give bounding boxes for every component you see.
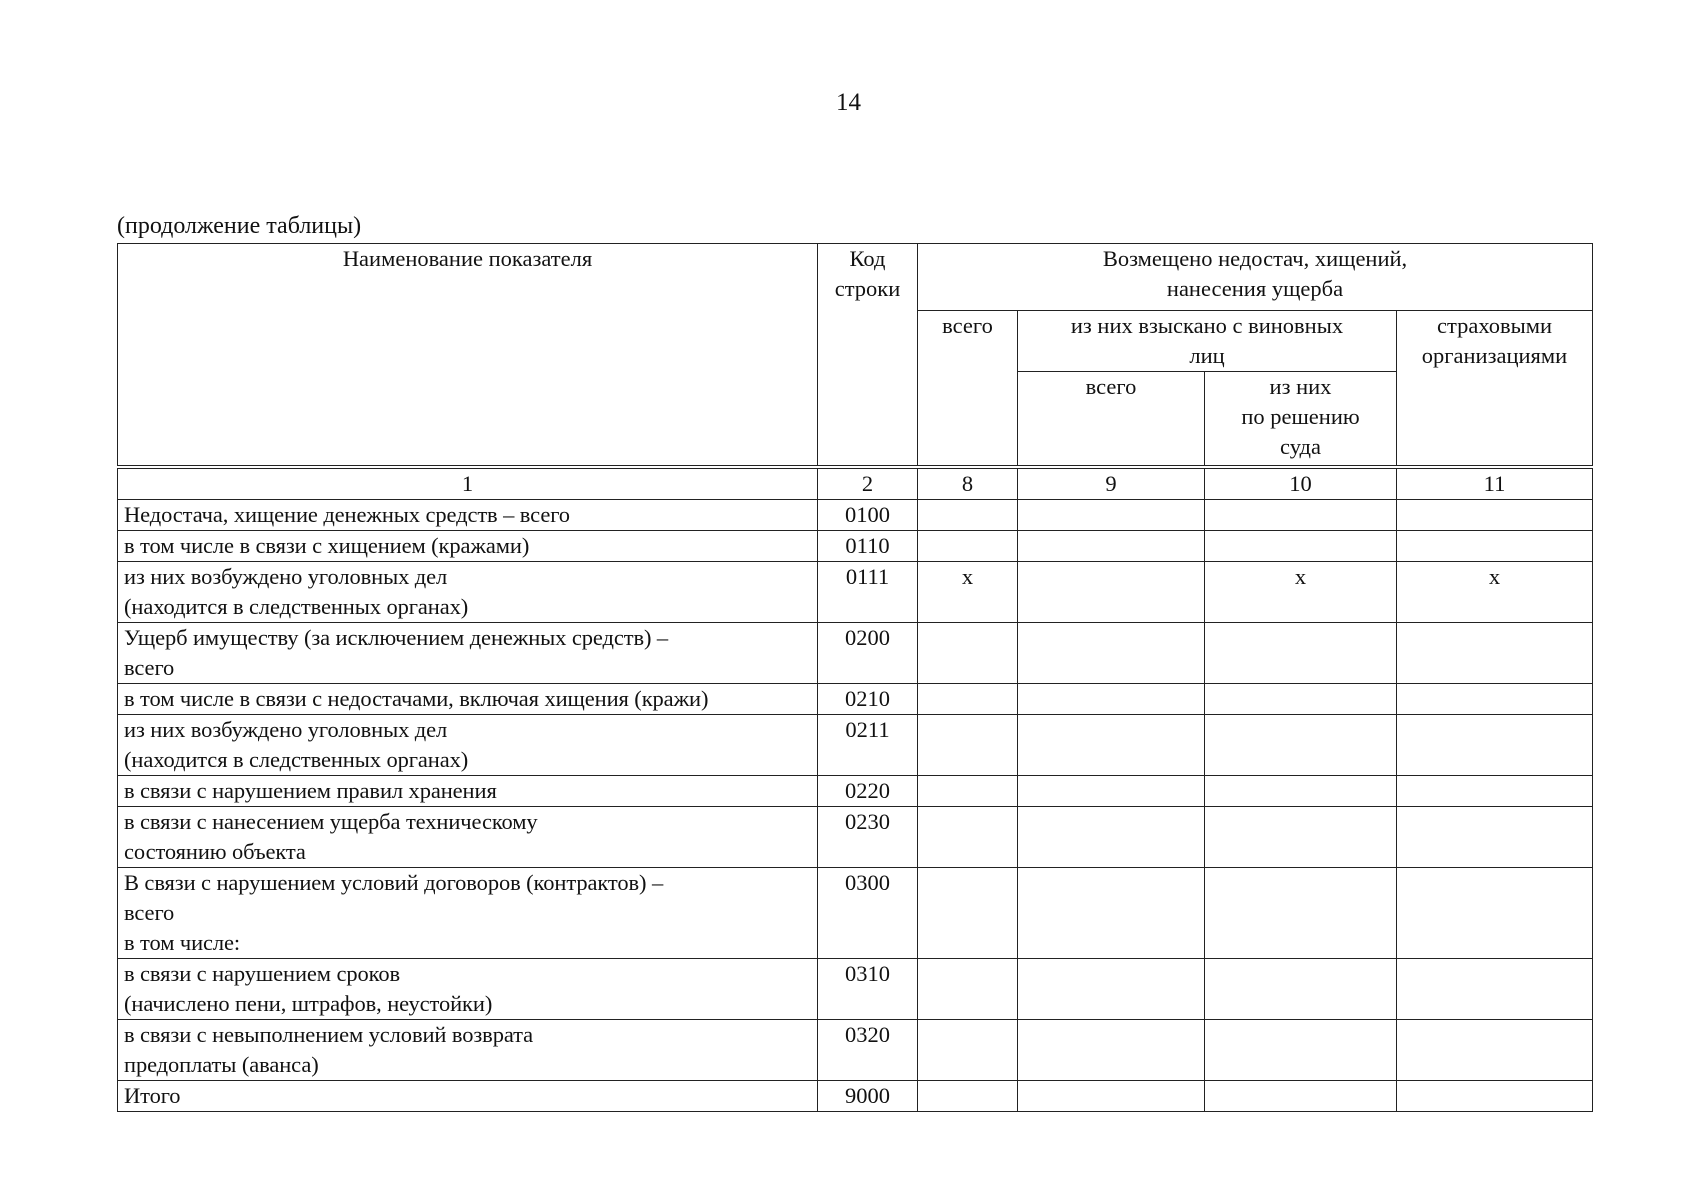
row-code: 0111 [818,562,918,623]
cell-col-11 [1397,1020,1593,1081]
cell-col-9 [1018,868,1205,959]
table-row [118,531,1593,562]
table-row [118,1020,1593,1081]
cell-col-10 [1205,959,1397,1020]
cell-col-10 [1205,868,1397,959]
cell-col-11 [1397,715,1593,776]
cell-col-8 [918,715,1018,776]
cell-col-8 [918,531,1018,562]
cell-col-10 [1205,684,1397,715]
cell-col-10 [1205,531,1397,562]
cell-col-10: x [1205,562,1397,623]
table-row [118,1081,1593,1112]
cell-col-9 [1018,807,1205,868]
continuation-label: (продолжение таблицы) [117,213,362,239]
cell-col-8 [918,807,1018,868]
cell-col-11 [1397,868,1593,959]
cell-col-11 [1397,1081,1593,1112]
indicator-name: в связи с нарушением сроков (начислено пени, штрафов, неустойки) [118,959,818,1020]
cell-col-11 [1397,959,1593,1020]
column-number: 10 [1205,467,1397,500]
cell-col-9 [1018,1020,1205,1081]
row-code: 0220 [818,776,918,807]
header-indicator-name: Наименование показателя [118,244,818,468]
cell-col-9 [1018,623,1205,684]
cell-col-9 [1018,776,1205,807]
cell-col-10 [1205,1020,1397,1081]
cell-col-9 [1018,500,1205,531]
cell-col-8 [918,1081,1018,1112]
indicator-name: из них возбуждено уголовных дел (находится в следственных органах) [118,562,818,623]
indicator-name: в связи с нарушением правил хранения [118,776,818,807]
row-code: 0230 [818,807,918,868]
cell-col-10 [1205,807,1397,868]
cell-col-10 [1205,500,1397,531]
table-row [118,684,1593,715]
cell-col-9 [1018,562,1205,623]
cell-col-8 [918,684,1018,715]
row-code: 0100 [818,500,918,531]
cell-col-8 [918,1020,1018,1081]
column-number: 2 [818,467,918,500]
row-code: 9000 [818,1081,918,1112]
cell-col-8 [918,776,1018,807]
row-code: 0300 [818,868,918,959]
column-number: 1 [118,467,818,500]
header-from-guilty-total: всего [1018,372,1205,468]
header-by-court: из них по решению суда [1205,372,1397,468]
cell-col-11 [1397,776,1593,807]
cell-col-10 [1205,1081,1397,1112]
cell-col-11 [1397,531,1593,562]
cell-col-11 [1397,684,1593,715]
indicator-name: В связи с нарушением условий договоров (контрактов) – всего в том числе: [118,868,818,959]
header-insurance: страховыми организациями [1397,311,1593,468]
indicator-name: из них возбуждено уголовных дел (находится в следственных органах) [118,715,818,776]
row-code: 0310 [818,959,918,1020]
cell-col-8 [918,868,1018,959]
cell-col-8 [918,500,1018,531]
header-compensated: Возмещено недостач, хищений, нанесения ущерба [918,244,1593,311]
report-table [117,243,1593,1112]
row-code: 0210 [818,684,918,715]
table-row [118,959,1593,1020]
table-row [118,715,1593,776]
cell-col-10 [1205,623,1397,684]
table-row [118,500,1593,531]
cell-col-8: x [918,562,1018,623]
indicator-name: Ущерб имуществу (за исключением денежных средств) – всего [118,623,818,684]
indicator-name: в том числе в связи с хищением (кражами) [118,531,818,562]
page-number: 14 [836,89,861,116]
cell-col-9 [1018,959,1205,1020]
table-row [118,776,1593,807]
indicator-name: в связи с нанесением ущерба техническому состоянию объекта [118,807,818,868]
column-number: 8 [918,467,1018,500]
header-from-guilty: из них взыскано с виновных лиц [1018,311,1397,372]
column-number: 11 [1397,467,1593,500]
cell-col-9 [1018,531,1205,562]
indicator-name: в связи с невыполнением условий возврата предоплаты (аванса) [118,1020,818,1081]
row-code: 0211 [818,715,918,776]
row-code: 0200 [818,623,918,684]
cell-col-9 [1018,1081,1205,1112]
header-total: всего [918,311,1018,468]
cell-col-11 [1397,807,1593,868]
table-row [118,868,1593,959]
column-number: 9 [1018,467,1205,500]
cell-col-10 [1205,776,1397,807]
indicator-name: Итого [118,1081,818,1112]
cell-col-11: x [1397,562,1593,623]
cell-col-11 [1397,623,1593,684]
table-row [118,807,1593,868]
row-code: 0110 [818,531,918,562]
table-row [118,623,1593,684]
indicator-name: в том числе в связи с недостачами, включая хищения (кражи) [118,684,818,715]
cell-col-8 [918,623,1018,684]
cell-col-8 [918,959,1018,1020]
header-row-1 [118,244,1593,311]
indicator-name: Недостача, хищение денежных средств – всего [118,500,818,531]
cell-col-10 [1205,715,1397,776]
row-code: 0320 [818,1020,918,1081]
cell-col-9 [1018,684,1205,715]
column-numbers-row [118,467,1593,500]
header-row-code: Код строки [818,244,918,468]
table-row [118,562,1593,623]
cell-col-11 [1397,500,1593,531]
cell-col-9 [1018,715,1205,776]
